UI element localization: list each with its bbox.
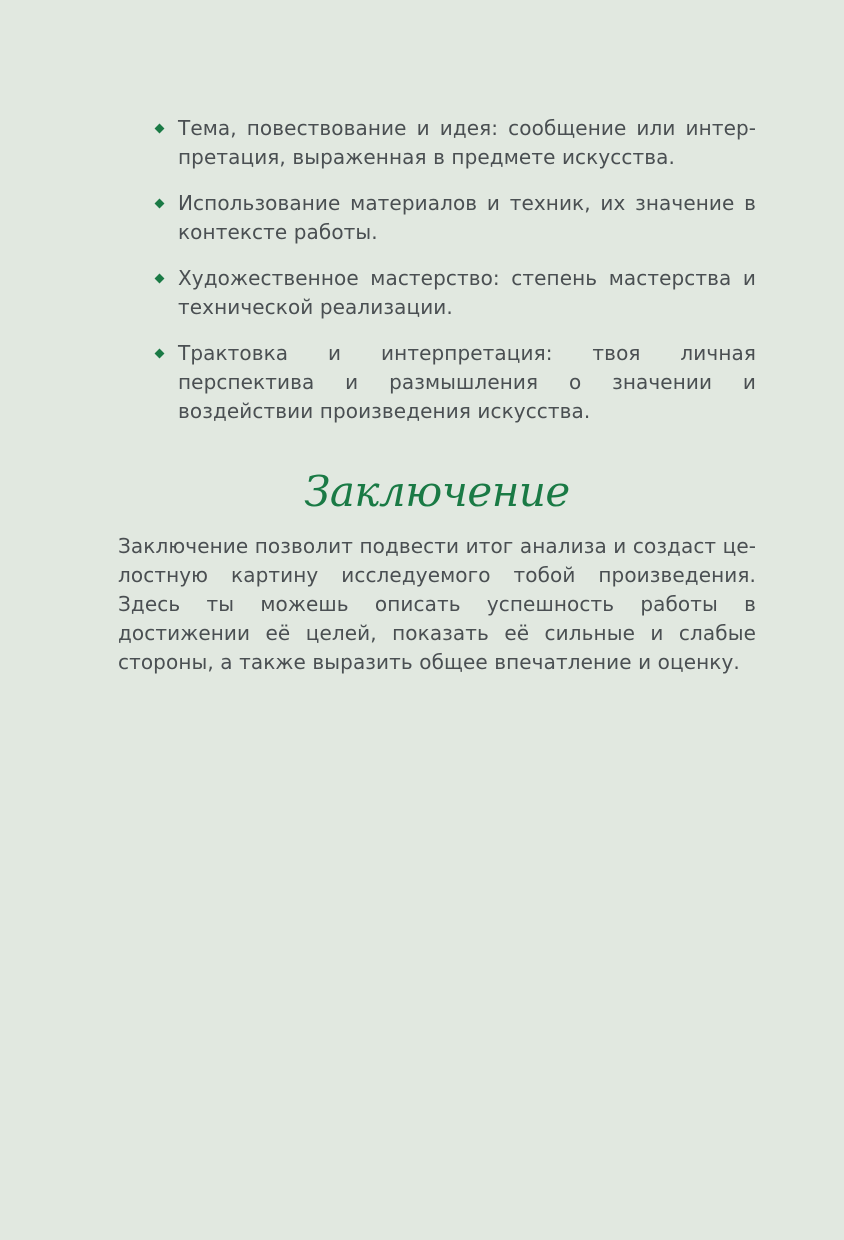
- diamond-bullet-icon: [155, 124, 165, 134]
- list-item: [152, 114, 756, 172]
- list-item-text: Художественное мастерство: степень мастерства и технической реализации.: [178, 266, 756, 319]
- list-item: [152, 339, 756, 426]
- list-item: [152, 264, 756, 322]
- diamond-bullet-icon: [155, 199, 165, 209]
- conclusion-paragraph: Заключение позволит подвести итог анализа и создаст целостную картину исследуемого тобой произведения. Здесь ты можешь описать успешность работы в достижении её целей, показать её сильные и слабые стороны, а также выразить общее впечатление и оценку.: [118, 534, 756, 674]
- list-item-text: Использование материалов и техник, их значение в контексте работы.: [178, 191, 756, 244]
- criteria-list: [152, 114, 756, 443]
- list-item-text: Тема, повествование и идея: сообщение или интерпретация, выраженная в предмете искусства.: [178, 116, 756, 169]
- diamond-bullet-icon: [155, 274, 165, 284]
- list-item-text: Трактовка и интерпретация: твоя личная перспектива и размышления о значении и воздействии произведения искусства.: [178, 341, 756, 423]
- diamond-bullet-icon: [155, 349, 165, 359]
- list-item: [152, 189, 756, 247]
- section-title: Заключение: [304, 467, 570, 516]
